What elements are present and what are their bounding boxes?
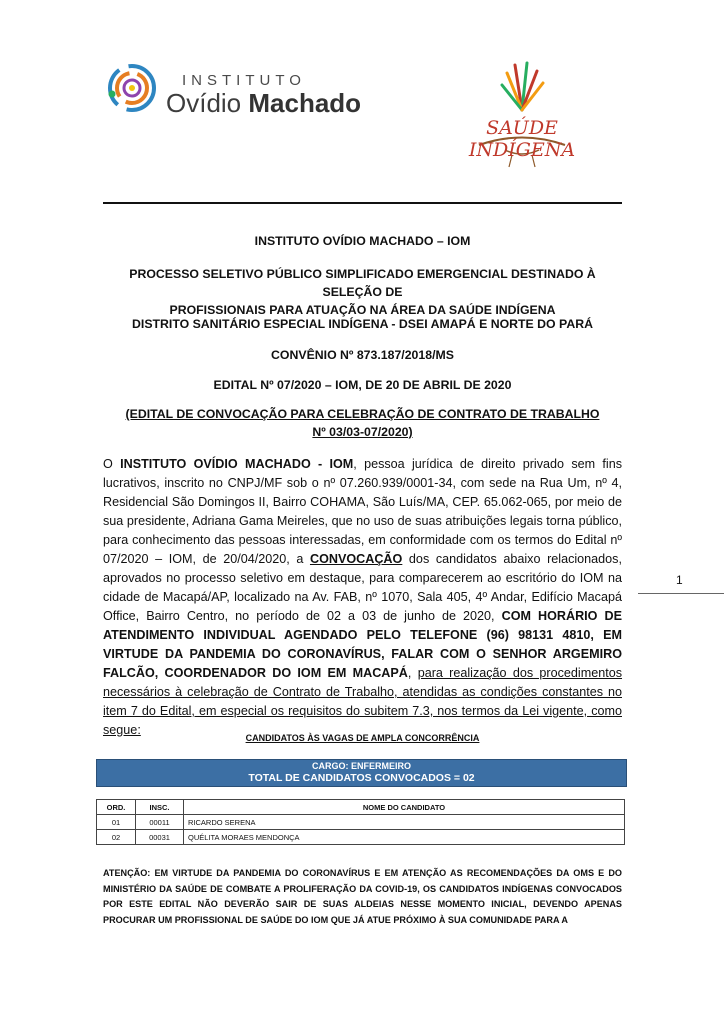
title-process-line1: PROCESSO SELETIVO PÚBLICO SIMPLIFICADO EMERGENCIAL DESTINADO À SELEÇÃO DE — [129, 267, 596, 299]
table-row — [97, 815, 625, 830]
header-name: NOME DO CANDIDATO — [184, 800, 625, 815]
body-procedures: para realização dos procedimentos necessários à celebração de Contrato de Trabalho, atendidas as condições constantes no item 7 do Edital, em especial os requisitos do subitem 7.3, nos termos da Lei vigente, como segue: — [103, 666, 623, 737]
iom-logo-icon — [100, 58, 164, 118]
saude-indigena-text: SAÚDE INDÍGENA — [468, 117, 576, 161]
iom-logo-line2 — [166, 88, 361, 119]
iom-logo-machado: Machado — [248, 88, 362, 118]
title-district: DISTRITO SANITÁRIO ESPECIAL INDÍGENA - DSEI AMAPÁ E NORTE DO PARÁ — [132, 317, 593, 331]
cell-name: QUÉLITA MORAES MENDONÇA — [184, 830, 625, 845]
body-convocacao: CONVOCAÇÃO — [309, 552, 403, 566]
saude-indigena-logo — [457, 55, 587, 170]
title-convocation-line2: Nº 03/03-07/2020) — [312, 425, 413, 439]
iom-logo — [100, 58, 360, 118]
title-edital: EDITAL Nº 07/2020 – IOM, DE 20 DE ABRIL DE 2020 — [213, 378, 512, 392]
title-process — [103, 265, 622, 319]
section-heading: CANDIDATOS ÀS VAGAS DE AMPLA CONCORRÊNCIA — [245, 733, 480, 743]
cell-ord: 02 — [97, 830, 136, 845]
body-part-e: dos candidatos abaixo relacionados, aprovados no processo seletivo em destaque, para comparecerem ao escritório do IOM na cidade de Macapá/AP, localizado na Av. FAB, nº 1070, Sala 405, 4º Andar, Edifício Macapá Office, Bairro Centro, no período de 02 a 03 de junho de 2020, — [103, 552, 622, 623]
title-agreement: CONVÊNIO Nº 873.187/2018/MS — [271, 348, 454, 362]
body-institute-name: INSTITUTO OVÍDIO MACHADO - IOM — [120, 457, 354, 471]
title-convocation-line1: (EDITAL DE CONVOCAÇÃO PARA CELEBRAÇÃO DE CONTRATO DE TRABALHO — [125, 407, 600, 421]
cell-insc: 00011 — [136, 815, 184, 830]
iom-logo-ovidio: Ovídio — [166, 88, 249, 118]
body-part-g: , — [407, 666, 418, 680]
cargo-bar — [96, 759, 627, 787]
header-ord: ORD. — [97, 800, 136, 815]
table-row — [97, 830, 625, 845]
header-divider — [103, 202, 622, 204]
cargo-label: CARGO: ENFERMEIRO — [312, 761, 411, 771]
body-schedule-notice: COM HORÁRIO DE ATENDIMENTO INDIVIDUAL AGENDADO PELO TELEFONE (96) 98131 4810, EM VIRTUDE DA PANDEMIA DO CORONAVÍRUS, FALAR COM O SENHOR ARGEMIRO FALCÃO, COORDENADOR DO IOM EM MACAPÁ — [103, 609, 623, 680]
title-process-line2: PROFISSIONAIS PARA ATUAÇÃO NA ÁREA DA SAÚDE INDÍGENA — [169, 303, 556, 317]
table-header-row — [97, 800, 625, 815]
body-paragraph — [103, 455, 622, 740]
page-number: 1 — [676, 573, 683, 587]
title-institute: INSTITUTO OVÍDIO MACHADO – IOM — [254, 234, 471, 248]
attention-notice: ATENÇÃO: EM VIRTUDE DA PANDEMIA DO CORONAVÍRUS E EM ATENÇÃO AS RECOMENDAÇÕES DA OMS E DO MINISTÉRIO DA SAÚDE DE COMBATE A PROLIFERAÇÃO DA COVID-19, OS CANDIDATOS INDÍGENAS CONVOCADOS POR ESTE EDITAL NÃO DEVERÃO SAIR DE SUAS ALDEIAS NESSE MOMENTO INICIAL, DEVENDO APENAS PROCURAR UM PROFISSIONAL DE SAÚDE DO IOM QUE JÁ ATUE PRÓXIMO À SUA COMUNIDADE PARA A — [103, 868, 622, 925]
cell-ord: 01 — [97, 815, 136, 830]
cell-insc: 00031 — [136, 830, 184, 845]
iom-logo-line1: INSTITUTO — [182, 72, 306, 89]
header-insc: INSC. — [136, 800, 184, 815]
title-convocation — [103, 405, 622, 441]
margin-rule — [638, 593, 724, 594]
candidates-table — [96, 799, 625, 845]
body-part-c: , pessoa jurídica de direito privado sem fins lucrativos, inscrito no CNPJ/MF sob o nº 07.260.939/0001-34, com sede na Rua Um, nº 4, Residencial São Domingos II, Bairro COHAMA, São Luís/MA, CEP. 65.062-065, por meio de sua presidente, Adriana Gama Meireles, que no uso de suas atribuições legais torna público, para conhecimento das pessoas interessadas, em conformidade com os termos do Edital nº 07/2020 – IOM, de 20/04/2020, a — [103, 457, 623, 566]
cell-name: RICARDO SERENA — [184, 815, 625, 830]
cargo-total: TOTAL DE CANDIDATOS CONVOCADOS = 02 — [248, 772, 475, 784]
body-part-a: O — [103, 457, 121, 471]
